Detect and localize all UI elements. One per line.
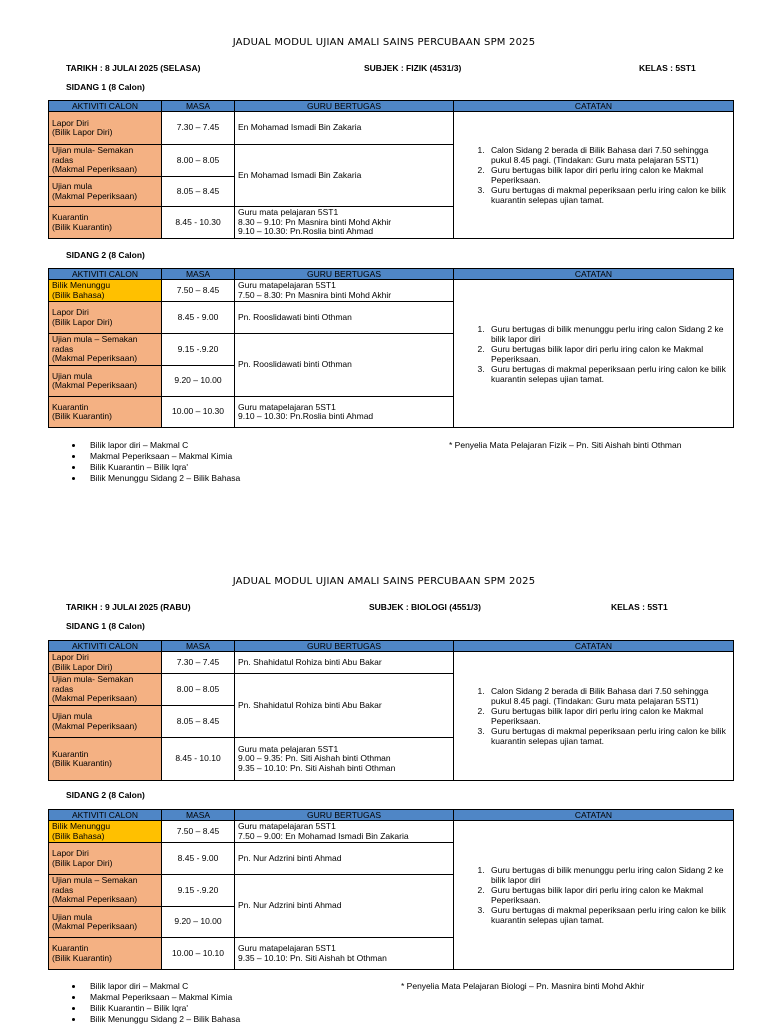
activity-cell <box>49 145 162 177</box>
header-notes: CATATAN <box>454 810 734 821</box>
activity-text: Kuarantin <box>52 943 89 953</box>
activity-text: Bilik Menunggu <box>52 821 111 831</box>
time-cell: 8.00 – 8.05 <box>162 674 235 706</box>
header-activity: AKTIVITI CALON <box>49 810 162 821</box>
activity-text: radas <box>52 154 74 165</box>
activity-text: Ujian mula – Semakan <box>52 334 138 345</box>
supervisor-note: * Penyelia Mata Pelajaran Biologi – Pn. Masnira binti Mohd Akhir <box>401 981 645 991</box>
time-cell: 8.45 - 10.10 <box>162 738 235 781</box>
activity-cell <box>49 674 162 706</box>
activity-text: Ujian mula <box>52 181 93 191</box>
room-item: • Makmal Peperiksaan – Makmal Kimia <box>84 992 240 1003</box>
kelas: KELAS : 5ST1 <box>611 602 668 612</box>
note-item: 1. Calon Sidang 2 berada di Bilik Bahasa dari 7.50 sehingga pukul 8.45 pagi. (Tindakan: Guru mata pelajaran 5ST1) <box>487 145 730 165</box>
activity-text: (Makmal Peperiksaan) <box>52 894 138 905</box>
activity-text: (Makmal Peperiksaan) <box>52 190 138 201</box>
activity-text: Lapor Diri <box>52 307 89 317</box>
activity-text: Kuarantin <box>52 212 89 222</box>
activity-text: radas <box>52 683 74 694</box>
note-item: 1. Guru bertugas di bilik menunggu perlu iring calon Sidang 2 ke bilik lapor diri <box>487 865 730 885</box>
table-row <box>49 652 734 674</box>
time-cell: 9.20 – 10.00 <box>162 366 235 397</box>
teacher-line: 9.35 – 10.10: Pn. Siti Aishah binti Othman <box>238 762 396 773</box>
header-notes: CATATAN <box>454 101 734 112</box>
notes-cell <box>454 112 734 239</box>
activity-text: (Bilik Lapor Diri) <box>52 316 113 327</box>
time-cell: 9.15 -.9.20 <box>162 875 235 907</box>
kelas: KELAS : 5ST1 <box>639 63 696 73</box>
tarikh: TARIKH : 9 JULAI 2025 (RABU) <box>66 602 191 612</box>
teacher-line: 7.50 – 8.30: Pn Masnira binti Mohd Akhir <box>238 289 392 300</box>
activity-text: Kuarantin <box>52 401 89 412</box>
header-activity: AKTIVITI CALON <box>49 641 162 652</box>
activity-cell <box>49 397 162 428</box>
subjek: SUBJEK : FIZIK (4531/3) <box>364 63 462 73</box>
header-notes: CATATAN <box>454 641 734 652</box>
activity-text: (Makmal Peperiksaan) <box>52 693 138 704</box>
activity-text: (Makmal Peperiksaan) <box>52 380 138 390</box>
room-item: • Makmal Peperiksaan – Makmal Kimia <box>84 451 240 462</box>
activity-text: (Makmal Peperiksaan) <box>52 921 138 931</box>
note-item: 2. Guru bertugas bilik lapor diri perlu iring calon ke Makmal Peperiksaan. <box>487 165 730 185</box>
teacher-cell <box>235 207 454 239</box>
tarikh: TARIKH : 8 JULAI 2025 (SELASA) <box>66 63 201 73</box>
teacher-cell: Pn. Rooslidawati binti Othman <box>235 302 454 334</box>
table-row <box>49 280 734 302</box>
activity-text: (Bilik Lapor Diri) <box>52 127 113 137</box>
activity-text: Ujian mula- Semakan <box>52 674 134 685</box>
session-label: SIDANG 1 (8 Calon) <box>66 621 145 631</box>
notes-cell <box>454 821 734 970</box>
activity-text: (Bilik Bahasa) <box>52 830 105 841</box>
activity-text: Lapor Diri <box>52 848 89 858</box>
room-item: • Bilik Kuarantin – Bilik Iqra' <box>84 1003 240 1014</box>
header-notes: CATATAN <box>454 269 734 280</box>
notes-list <box>457 145 730 205</box>
activity-cell <box>49 706 162 738</box>
schedule-table <box>48 268 734 428</box>
teacher-cell: Pn. Shahidatul Rohiza binti Abu Bakar <box>235 674 454 738</box>
notes-list <box>457 686 730 746</box>
teacher-cell: Pn. Nur Adzrini binti Ahmad <box>235 843 454 875</box>
teacher-cell: Pn. Nur Adzrini binti Ahmad <box>235 875 454 938</box>
session-label: SIDANG 2 (8 Calon) <box>66 790 145 800</box>
page-title: JADUAL MODUL UJIAN AMALI SAINS PERCUBAAN SPM 2025 <box>232 37 536 48</box>
activity-text: (Makmal Peperiksaan) <box>52 353 138 364</box>
header-teacher: GURU BERTUGAS <box>235 810 454 821</box>
header-teacher: GURU BERTUGAS <box>235 641 454 652</box>
activity-text: (Bilik Lapor Diri) <box>52 661 113 672</box>
teacher-cell <box>235 397 454 428</box>
note-item: 3. Guru bertugas di makmal peperiksaan perlu iring calon ke bilik kuarantin selepas ujian tamat. <box>487 726 730 746</box>
activity-text: (Makmal Peperiksaan) <box>52 164 138 175</box>
activity-text: (Bilik Kuarantin) <box>52 221 112 232</box>
note-item: 2. Guru bertugas bilik lapor diri perlu iring calon ke Makmal Peperiksaan. <box>487 885 730 905</box>
header-teacher: GURU BERTUGAS <box>235 101 454 112</box>
room-item: • Bilik Kuarantin – Bilik Iqra' <box>84 462 240 473</box>
teacher-cell <box>235 738 454 781</box>
teacher-line: 7.50 – 9.00: En Mohamad Ismadi Bin Zakaria <box>238 830 409 841</box>
activity-cell <box>49 366 162 397</box>
header-activity: AKTIVITI CALON <box>49 101 162 112</box>
teacher-cell <box>235 938 454 970</box>
activity-cell <box>49 907 162 938</box>
teacher-line: 9.10 – 10.30: Pn.Roslia binti Ahmad <box>238 411 374 421</box>
table-row <box>49 112 734 145</box>
notes-cell <box>454 652 734 781</box>
activity-cell <box>49 875 162 907</box>
teacher-line: 8.30 – 9.10: Pn Masnira binti Mohd Akhir <box>238 216 392 227</box>
header-time: MASA <box>162 641 235 652</box>
activity-text: radas <box>52 343 74 354</box>
teacher-cell: Pn. Rooslidawati binti Othman <box>235 334 454 397</box>
schedule-table <box>48 809 734 970</box>
room-item: • Bilik Menunggu Sidang 2 – Bilik Bahasa <box>84 473 240 484</box>
supervisor-note: * Penyelia Mata Pelajaran Fizik – Pn. Siti Aishah binti Othman <box>449 440 682 450</box>
activity-text: radas <box>52 884 74 895</box>
activity-text: (Bilik Kuarantin) <box>52 411 112 421</box>
activity-text: (Bilik Kuarantin) <box>52 758 112 768</box>
teacher-line: Guru matapelajaran 5ST1 <box>238 280 336 290</box>
teacher-line: Guru matapelajaran 5ST1 <box>238 401 336 412</box>
teacher-cell: Pn. Shahidatul Rohiza binti Abu Bakar <box>235 652 454 674</box>
note-item: 1. Guru bertugas di bilik menunggu perlu iring calon Sidang 2 ke bilik lapor diri <box>487 324 730 344</box>
subjek: SUBJEK : BIOLOGI (4551/3) <box>369 602 481 612</box>
time-cell: 7.50 – 8.45 <box>162 280 235 302</box>
time-cell: 8.45 - 10.30 <box>162 207 235 239</box>
activity-text: Ujian mula <box>52 911 93 922</box>
time-cell: 8.45 - 9.00 <box>162 843 235 875</box>
header-teacher: GURU BERTUGAS <box>235 269 454 280</box>
activity-cell <box>49 207 162 239</box>
note-item: 2. Guru bertugas bilik lapor diri perlu iring calon ke Makmal Peperiksaan. <box>487 706 730 726</box>
teacher-line: 9.35 – 10.10: Pn. Siti Aishah bt Othman <box>238 952 387 963</box>
activity-cell <box>49 843 162 875</box>
schedule-table <box>48 100 734 239</box>
time-cell: 7.30 – 7.45 <box>162 652 235 674</box>
notes-list <box>457 324 730 384</box>
room-list <box>34 440 240 484</box>
header-activity: AKTIVITI CALON <box>49 269 162 280</box>
teacher-cell <box>235 821 454 843</box>
table-row <box>49 821 734 843</box>
time-cell: 7.50 – 8.45 <box>162 821 235 843</box>
teacher-cell: En Mohamad Ismadi Bin Zakaria <box>235 112 454 145</box>
teacher-line: 9.00 – 9.35: Pn. Siti Aishah binti Othman <box>238 753 391 764</box>
activity-text: (Bilik Lapor Diri) <box>52 857 113 868</box>
header-time: MASA <box>162 269 235 280</box>
teacher-cell: En Mohamad Ismadi Bin Zakaria <box>235 145 454 207</box>
room-item: • Bilik lapor diri – Makmal C <box>84 981 240 992</box>
schedule-table <box>48 640 734 781</box>
room-item: • Bilik Menunggu Sidang 2 – Bilik Bahasa <box>84 1014 240 1025</box>
activity-cell <box>49 334 162 366</box>
time-cell: 8.05 – 8.45 <box>162 706 235 738</box>
time-cell: 8.45 - 9.00 <box>162 302 235 334</box>
activity-text: Bilik Menunggu <box>52 280 111 290</box>
activity-text: (Bilik Bahasa) <box>52 289 105 300</box>
time-cell: 9.15 -.9.20 <box>162 334 235 366</box>
activity-text: Ujian mula <box>52 370 93 381</box>
time-cell: 8.05 – 8.45 <box>162 177 235 207</box>
note-item: 2. Guru bertugas bilik lapor diri perlu iring calon ke Makmal Peperiksaan. <box>487 344 730 364</box>
activity-text: Lapor Diri <box>52 652 89 662</box>
teacher-line: 9.10 – 10.30: Pn.Roslia binti Ahmad <box>238 226 374 237</box>
note-item: 3. Guru bertugas di makmal peperiksaan perlu iring calon ke bilik kuarantin selepas ujian tamat. <box>487 364 730 384</box>
time-cell: 7.30 – 7.45 <box>162 112 235 145</box>
session-label: SIDANG 2 (8 Calon) <box>66 250 145 260</box>
time-cell: 10.00 – 10.10 <box>162 938 235 970</box>
activity-text: Kuarantin <box>52 748 89 759</box>
notes-list <box>457 865 730 925</box>
teacher-line: Guru mata pelajaran 5ST1 <box>238 207 339 218</box>
activity-cell <box>49 280 162 302</box>
teacher-line: Guru mata pelajaran 5ST1 <box>238 743 339 754</box>
header-time: MASA <box>162 101 235 112</box>
activity-cell <box>49 738 162 781</box>
activity-text: Ujian mula- Semakan <box>52 145 134 156</box>
activity-cell <box>49 112 162 145</box>
activity-text: Lapor Diri <box>52 117 89 128</box>
note-item: 1. Calon Sidang 2 berada di Bilik Bahasa dari 7.50 sehingga pukul 8.45 pagi. (Tindakan: Guru mata pelajaran 5ST1) <box>487 686 730 706</box>
activity-cell <box>49 177 162 207</box>
activity-cell <box>49 821 162 843</box>
note-item: 3. Guru bertugas di makmal peperiksaan perlu iring calon ke bilik kuarantin selepas ujian tamat. <box>487 185 730 205</box>
notes-cell <box>454 280 734 428</box>
activity-text: (Makmal Peperiksaan) <box>52 720 138 731</box>
note-item: 3. Guru bertugas di makmal peperiksaan perlu iring calon ke bilik kuarantin selepas ujian tamat. <box>487 905 730 925</box>
room-item: • Bilik lapor diri – Makmal C <box>84 440 240 451</box>
page-title: JADUAL MODUL UJIAN AMALI SAINS PERCUBAAN SPM 2025 <box>232 576 536 587</box>
activity-cell <box>49 302 162 334</box>
session-label: SIDANG 1 (8 Calon) <box>66 82 145 92</box>
header-time: MASA <box>162 810 235 821</box>
time-cell: 10.00 – 10.30 <box>162 397 235 428</box>
teacher-cell <box>235 280 454 302</box>
activity-text: (Bilik Kuarantin) <box>52 952 112 963</box>
teacher-line: Guru matapelajaran 5ST1 <box>238 943 336 953</box>
activity-cell <box>49 938 162 970</box>
time-cell: 8.00 – 8.05 <box>162 145 235 177</box>
time-cell: 9.20 – 10.00 <box>162 907 235 938</box>
activity-cell <box>49 652 162 674</box>
activity-text: Ujian mula <box>52 711 93 721</box>
teacher-line: Guru matapelajaran 5ST1 <box>238 821 336 831</box>
room-list <box>34 981 240 1025</box>
activity-text: Ujian mula – Semakan <box>52 875 138 886</box>
